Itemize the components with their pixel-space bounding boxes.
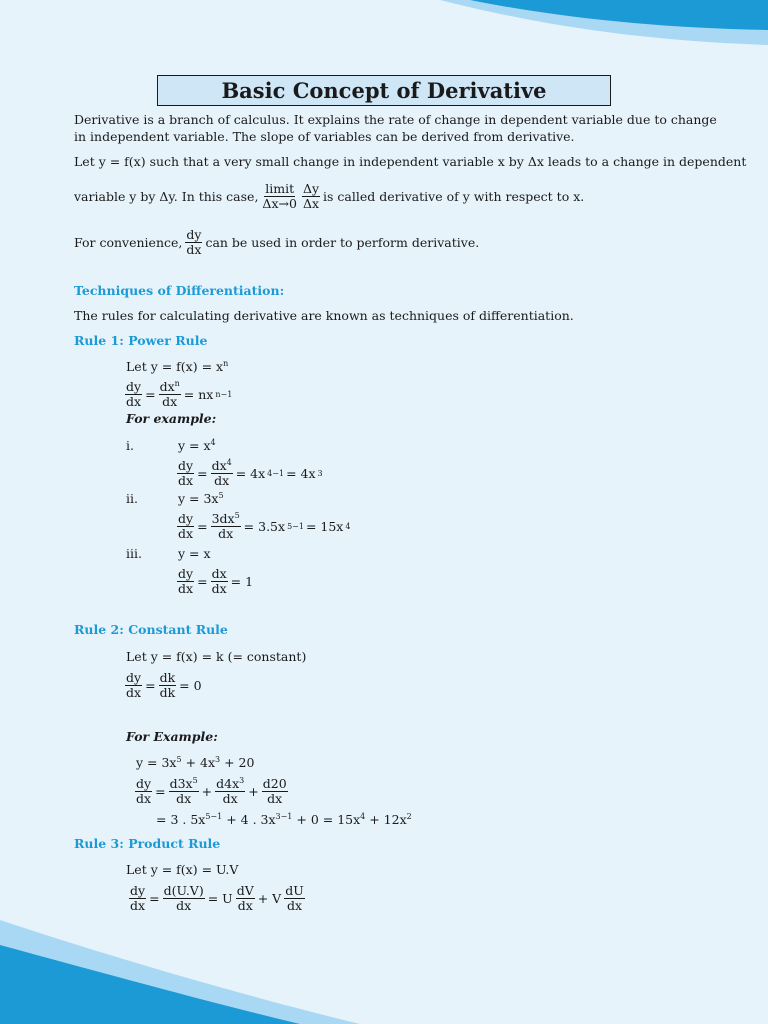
rule1-formula: $\frac{dy}{dx}$ = $\frac{dx^n}{dx}$ = nx n−1 xyxy=(126,378,233,409)
delta-y: Δy xyxy=(302,181,320,196)
example-ii-eq: $y = 3x^5$ xyxy=(178,490,224,506)
rule2-formula: $\frac{dy}{dx}$ = $\frac{dk}{dk}$ = 0 xyxy=(126,670,202,700)
limit-definition xyxy=(74,182,584,211)
rule2-let: Let y = f(x) = k (= constant) xyxy=(126,649,307,664)
rule1-let: Let $y = f(x) = x^n$ xyxy=(126,358,229,374)
limit-label: limit xyxy=(265,181,295,196)
example-ii-num: ii. xyxy=(126,491,138,506)
techniques-text: The rules for calculating derivative are known as techniques of differentiation. xyxy=(74,308,574,323)
example-iii-solution: $\frac{dy}{dx}$ = $\frac{dx}{dx}$ = 1 xyxy=(178,566,254,596)
rule3-let: Let y = f(x) = U.V xyxy=(126,862,239,877)
dy-dx-fraction: $\frac{dy}{dx}$ xyxy=(186,227,202,257)
rule3-heading: Rule 3: Product Rule xyxy=(74,836,221,851)
convenience-pre: For convenience, xyxy=(74,235,183,250)
rule2-example-eq: $y = 3x^5 + 4x^3 + 20$ xyxy=(136,754,255,770)
example-i-num: i. xyxy=(126,438,134,453)
rule1-example-label: For example: xyxy=(126,411,217,426)
intro-line-4-pre: variable y by Δy. In this case, xyxy=(74,189,259,204)
example-iii-eq: y = x xyxy=(178,546,211,561)
rule2-heading: Rule 2: Constant Rule xyxy=(74,622,228,637)
limit-condition: Δx→0 xyxy=(262,196,297,211)
convenience-post: can be used in order to perform derivative. xyxy=(205,235,480,250)
intro-line-3: Let y = f(x) such that a very small change in independent variable x by Δx leads to a change in dependent xyxy=(74,154,747,169)
techniques-heading: Techniques of Differentiation: xyxy=(74,283,285,298)
example-ii-solution: $\frac{dy}{dx}$ = $\frac{3dx^5}{dx}$ = 3.5x 5−1 = 15x 4 xyxy=(178,510,351,541)
intro-line-1: Derivative is a branch of calculus. It explains the rate of change in dependent variable due to change xyxy=(74,112,717,127)
convenience-line xyxy=(74,228,479,257)
delta-x: Δx xyxy=(302,196,320,211)
rule2-example-solution: $\frac{dy}{dx}$ = $\frac{d3x^5}{dx}$ + $\frac{d4x^3}{dx}$ + $\frac{d20}{dx}$ xyxy=(136,775,287,806)
rule3-formula: $\frac{dy}{dx}$ = $\frac{d(U.V)}{dx}$ = U $\frac{dV}{dx}$ + V $\frac{dU}{dx}$ xyxy=(130,883,304,913)
page-title: Basic Concept of Derivative xyxy=(157,75,611,106)
rule2-example-label: For Example: xyxy=(126,729,218,744)
limit-fraction xyxy=(261,182,298,211)
example-i-eq: $y = x^4$ xyxy=(178,437,216,453)
rule2-example-result: = 3 . $5x^{5-1} + 4$ . $3x^{3-1} + 0 = 15x^4 + 12x^2$ xyxy=(156,811,412,827)
example-iii-num: iii. xyxy=(126,546,142,561)
rule1-heading: Rule 1: Power Rule xyxy=(74,333,208,348)
intro-line-4-post: is called derivative of y with respect to x. xyxy=(323,189,585,204)
intro-line-2: in independent variable. The slope of variables can be derived from derivative. xyxy=(74,129,575,144)
delta-fraction xyxy=(302,182,320,211)
example-i-solution: $\frac{dy}{dx}$ = $\frac{dx^4}{dx}$ = 4x 4−1 = 4x 3 xyxy=(178,457,323,488)
